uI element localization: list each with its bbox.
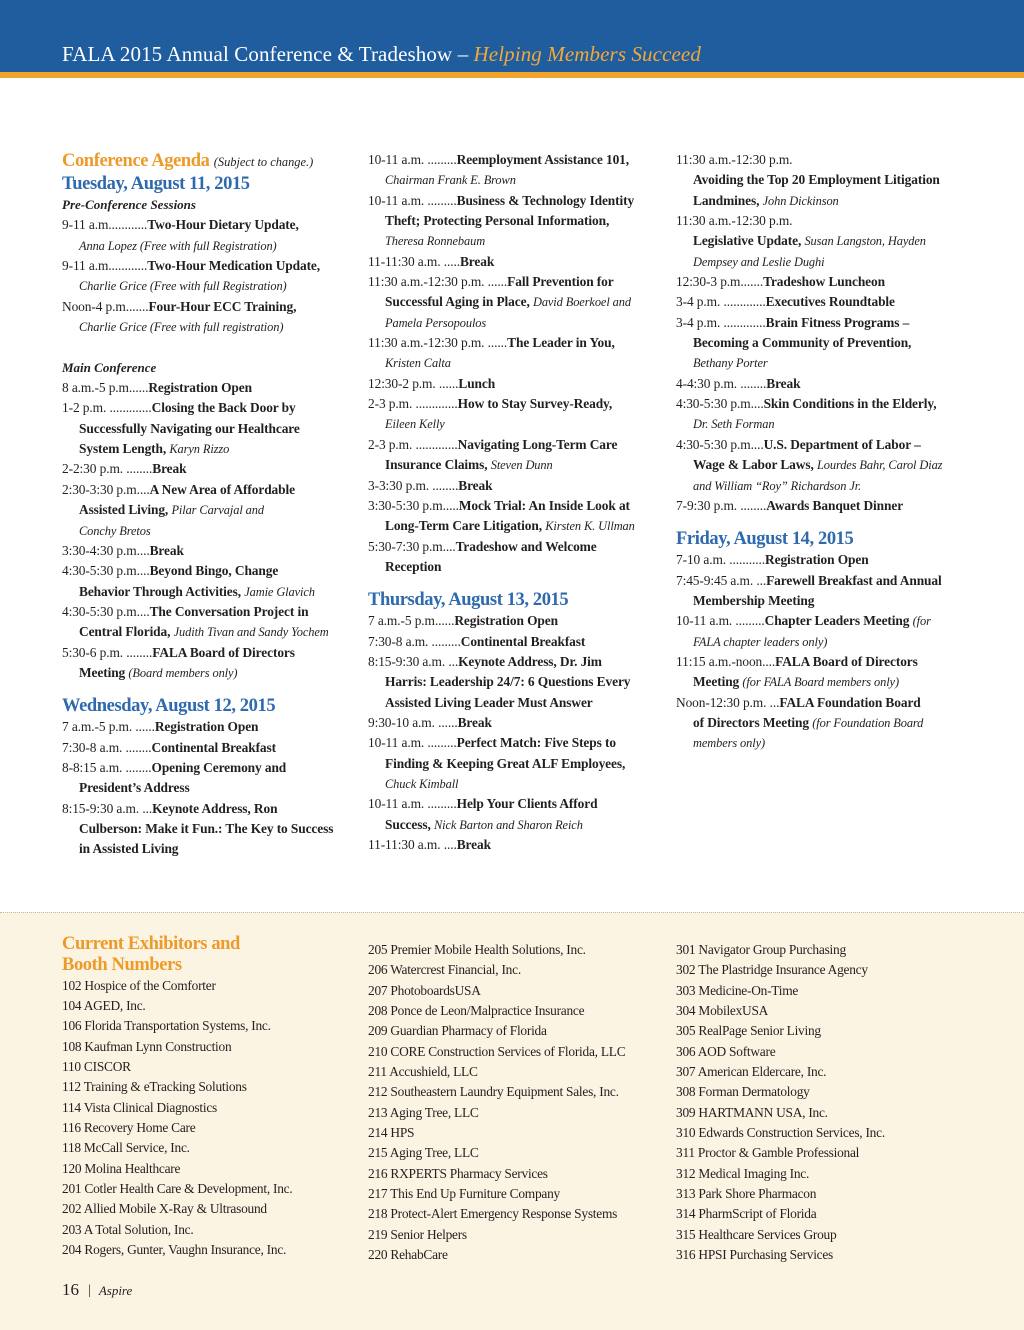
agenda-item-detail: Avoiding the Top 20 Employment Litigation bbox=[693, 172, 940, 188]
agenda-item-detail: Dempsey and Leslie Dughi bbox=[693, 254, 825, 269]
exhibitor-item: 303 Medicine-On-Time bbox=[676, 982, 799, 998]
exhibitor-item: 206 Watercrest Financial, Inc. bbox=[368, 962, 521, 978]
exhibitor-item: 315 Healthcare Services Group bbox=[676, 1226, 837, 1242]
agenda-item-detail: Becoming a Community of Prevention, bbox=[693, 335, 912, 351]
agenda-item: 11-11:30 a.m. .....Break bbox=[368, 253, 495, 269]
agenda-item: 10-11 a.m. .........Reemployment Assistance 101, bbox=[368, 152, 630, 167]
agenda-item: 4-4:30 p.m. ........Break bbox=[676, 375, 801, 391]
agenda-heading: Conference Agenda (Subject to change.) bbox=[62, 151, 314, 171]
exhibitor-item: 312 Medical Imaging Inc. bbox=[676, 1165, 810, 1181]
agenda-item-detail: and William “Roy” Richardson Jr. bbox=[693, 478, 862, 493]
exhibitors-column-2 bbox=[368, 940, 668, 1266]
day-heading-friday: Friday, August 14, 2015 bbox=[676, 529, 854, 550]
agenda-item: 10-11 a.m. .........Perfect Match: Five Steps to bbox=[368, 735, 616, 751]
agenda-item: 2-2:30 p.m. ........Break bbox=[62, 461, 187, 477]
agenda-item: 7:30-8 a.m. ........Continental Breakfast bbox=[62, 739, 276, 755]
agenda-item: 9-11 a.m............Two-Hour Medication Update, bbox=[62, 258, 321, 274]
agenda-item: 2-3 p.m. .............Navigating Long-Term Care bbox=[368, 436, 618, 452]
page-footer bbox=[62, 1280, 132, 1300]
agenda-item-detail: Culberson: Make it Fun.: The Key to Success bbox=[79, 820, 334, 836]
agenda-item: 9-11 a.m............Two-Hour Dietary Update, bbox=[62, 217, 299, 233]
main-conference-heading: Main Conference bbox=[62, 359, 157, 375]
exhibitor-item: 316 HPSI Purchasing Services bbox=[676, 1247, 834, 1263]
page-header-title bbox=[62, 42, 701, 67]
conference-title: FALA 2015 Annual Conference & Tradeshow – bbox=[62, 42, 469, 66]
exhibitor-item: 313 Park Shore Pharmacon bbox=[676, 1186, 817, 1202]
agenda-item-detail: Success, Nick Barton and Sharon Reich bbox=[385, 816, 583, 832]
agenda-note: (Subject to change.) bbox=[213, 155, 314, 169]
agenda-item-detail: Insurance Claims, Steven Dunn bbox=[385, 457, 553, 473]
agenda-item-detail: President’s Address bbox=[79, 780, 190, 796]
agenda-item: 4:30-5:30 p.m....Skin Conditions in the Elderly, bbox=[676, 396, 937, 412]
agenda-item-detail: System Length, Karyn Rizzo bbox=[79, 441, 230, 457]
agenda-item: Noon-4 p.m.......Four-Hour ECC Training, bbox=[62, 298, 297, 314]
agenda-item: 4:30-5:30 p.m....U.S. Department of Labor – bbox=[676, 436, 921, 452]
agenda-item: 8:15-9:30 a.m. ...Keynote Address, Dr. Jim bbox=[368, 653, 602, 669]
agenda-item-detail: Bethany Porter bbox=[693, 356, 768, 371]
exhibitor-item: 209 Guardian Pharmacy of Florida bbox=[368, 1023, 547, 1039]
day-heading-wednesday: Wednesday, August 12, 2015 bbox=[62, 696, 276, 717]
agenda-item: 12:30-2 p.m. ......Lunch bbox=[368, 375, 496, 391]
exhibitor-item: 219 Senior Helpers bbox=[368, 1226, 467, 1242]
conference-tagline: Helping Members Succeed bbox=[473, 42, 701, 66]
agenda-item: 7:30-8 a.m. .........Continental Breakfast bbox=[368, 633, 586, 649]
exhibitor-item: 104 AGED, Inc. bbox=[62, 997, 146, 1013]
exhibitor-item: 112 Training & eTracking Solutions bbox=[62, 1079, 247, 1095]
agenda-item-detail: of Directors Meeting (for Foundation Board bbox=[693, 714, 924, 730]
agenda-item-detail: Meeting (Board members only) bbox=[79, 664, 238, 680]
agenda-item-detail: Membership Meeting bbox=[693, 592, 815, 608]
page-number: 16 bbox=[62, 1280, 79, 1299]
exhibitor-item: 301 Navigator Group Purchasing bbox=[676, 942, 846, 957]
exhibitor-item: 308 Forman Dermatology bbox=[676, 1084, 810, 1100]
exhibitor-item: 207 PhotoboardsUSA bbox=[368, 982, 481, 998]
agenda-item-detail: Theresa Ronnebaum bbox=[385, 234, 486, 249]
agenda-item-detail: members only) bbox=[693, 736, 765, 751]
exhibitor-item: 217 This End Up Furniture Company bbox=[368, 1186, 560, 1202]
agenda-item-detail: in Assisted Living bbox=[79, 841, 179, 857]
agenda-item: 1-2 p.m. .............Closing the Back Door by bbox=[62, 400, 296, 416]
footer-separator: | bbox=[88, 1283, 91, 1298]
agenda-item-detail: Anna Lopez (Free with full Registration) bbox=[79, 238, 277, 253]
exhibitor-item: 110 CISCOR bbox=[62, 1058, 131, 1074]
agenda-item: 11:30 a.m.-12:30 p.m. bbox=[676, 152, 793, 167]
exhibitor-item: 211 Accushield, LLC bbox=[368, 1064, 478, 1080]
agenda-item: 7-10 a.m. ...........Registration Open bbox=[676, 552, 869, 568]
agenda-item-detail: Successfully Navigating our Healthcare bbox=[79, 420, 300, 436]
day-heading-tuesday: Tuesday, August 11, 2015 bbox=[62, 174, 250, 194]
agenda-item: 3-3:30 p.m. ........Break bbox=[368, 477, 493, 493]
agenda-item: 8:15-9:30 a.m. ...Keynote Address, Ron bbox=[62, 800, 278, 816]
agenda-item-detail: Charlie Grice (Free with full Registration) bbox=[79, 279, 287, 294]
pre-conference-heading: Pre-Conference Sessions bbox=[62, 197, 196, 212]
exhibitor-item: 212 Southeastern Laundry Equipment Sales, Inc. bbox=[368, 1084, 619, 1100]
exhibitor-item: 106 Florida Transportation Systems, Inc. bbox=[62, 1018, 271, 1034]
agenda-item: 3-4 p.m. .............Executives Roundtable bbox=[676, 294, 895, 310]
agenda-item-detail: Kristen Calta bbox=[385, 356, 451, 371]
agenda-item-detail: Theft; Protecting Personal Information, bbox=[385, 213, 610, 229]
exhibitor-item: 120 Molina Healthcare bbox=[62, 1160, 181, 1176]
agenda-item-detail: Assisted Living Leader Must Answer bbox=[385, 694, 593, 710]
agenda-item: 10-11 a.m. .........Chapter Leaders Meeting (for bbox=[676, 613, 931, 629]
agenda-column-3 bbox=[676, 150, 966, 754]
exhibitors-column-1 bbox=[62, 934, 352, 1260]
exhibitor-item: 102 Hospice of the Comforter bbox=[62, 977, 216, 993]
agenda-item-detail: Long-Term Care Litigation, Kirsten K. Ullman bbox=[385, 518, 635, 534]
exhibitor-item: 220 RehabCare bbox=[368, 1247, 448, 1263]
exhibitor-item: 306 AOD Software bbox=[676, 1043, 776, 1059]
agenda-item-detail: Charlie Grice (Free with full registration) bbox=[79, 320, 284, 335]
exhibitor-item: 216 RXPERTS Pharmacy Services bbox=[368, 1165, 548, 1181]
agenda-item: 8 a.m.-5 p.m......Registration Open bbox=[62, 380, 252, 396]
exhibitor-item: 203 A Total Solution, Inc. bbox=[62, 1221, 194, 1237]
exhibitor-item: 305 RealPage Senior Living bbox=[676, 1023, 821, 1039]
exhibitor-item: 314 PharmScript of Florida bbox=[676, 1206, 817, 1222]
agenda-item: 10-11 a.m. .........Help Your Clients Afford bbox=[368, 796, 598, 812]
agenda-item: 7 a.m.-5 p.m. ......Registration Open bbox=[62, 719, 259, 735]
exhibitor-item: 116 Recovery Home Care bbox=[62, 1119, 196, 1135]
exhibitor-item: 204 Rogers, Gunter, Vaughn Insurance, Inc. bbox=[62, 1241, 287, 1257]
agenda-item: 11:30 a.m.-12:30 p.m. ......Fall Prevention for bbox=[368, 274, 614, 290]
agenda-item: 11:30 a.m.-12:30 p.m. bbox=[676, 213, 793, 229]
agenda-item-detail: Eileen Kelly bbox=[385, 417, 445, 432]
agenda-item: 5:30-6 p.m. ........FALA Board of Directors bbox=[62, 644, 295, 660]
exhibitor-item: 118 McCall Service, Inc. bbox=[62, 1140, 190, 1156]
agenda-item: 2-3 p.m. .............How to Stay Survey-Ready, bbox=[368, 396, 613, 412]
agenda-item-detail: Reception bbox=[385, 558, 442, 574]
agenda-item-detail: Legislative Update, Susan Langston, Hayden bbox=[693, 233, 926, 249]
agenda-item: 3:30-4:30 p.m....Break bbox=[62, 542, 184, 558]
agenda-item-detail: Landmines, John Dickinson bbox=[693, 192, 839, 208]
exhibitor-item: 213 Aging Tree, LLC bbox=[368, 1104, 479, 1120]
agenda-item: 7-9:30 p.m. ........Awards Banquet Dinner bbox=[676, 497, 904, 513]
agenda-item: 3-4 p.m. .............Brain Fitness Programs – bbox=[676, 314, 910, 330]
exhibitor-item: 201 Cotler Health Care & Development, Inc. bbox=[62, 1180, 293, 1196]
exhibitor-item: 302 The Plastridge Insurance Agency bbox=[676, 962, 868, 978]
agenda-item: 10-11 a.m. .........Business & Technology Identity bbox=[368, 192, 635, 208]
agenda-item: 4:30-5:30 p.m....Beyond Bingo, Change bbox=[62, 563, 279, 579]
agenda-item-detail: Behavior Through Activities, Jamie Glavich bbox=[79, 583, 315, 599]
agenda-item-detail: Central Florida, Judith Tivan and Sandy Yochem bbox=[79, 624, 329, 640]
agenda-item-detail: Meeting (for FALA Board members only) bbox=[693, 674, 899, 690]
exhibitor-item: 311 Proctor & Gamble Professional bbox=[676, 1145, 860, 1161]
agenda-item: 7:45-9:45 a.m. ...Farewell Breakfast and Annual bbox=[676, 572, 942, 588]
exhibitor-item: 304 MobilexUSA bbox=[676, 1003, 769, 1019]
exhibitor-item: 309 HARTMANN USA, Inc. bbox=[676, 1104, 828, 1120]
agenda-item-detail: Assisted Living, Pilar Carvajal and bbox=[79, 502, 264, 518]
agenda-item-detail: Conchy Bretos bbox=[79, 523, 151, 538]
exhibitor-item: 114 Vista Clinical Diagnostics bbox=[62, 1099, 217, 1115]
agenda-column-2 bbox=[368, 150, 660, 855]
exhibitor-item: 208 Ponce de Leon/Malpractice Insurance bbox=[368, 1003, 585, 1019]
agenda-item-detail: FALA chapter leaders only) bbox=[693, 634, 828, 649]
exhibitor-item: 215 Aging Tree, LLC bbox=[368, 1145, 479, 1161]
agenda-item: 5:30-7:30 p.m....Tradeshow and Welcome bbox=[368, 538, 597, 554]
exhibitor-item: 310 Edwards Construction Services, Inc. bbox=[676, 1125, 885, 1141]
exhibitor-item: 202 Allied Mobile X-Ray & Ultrasound bbox=[62, 1201, 267, 1217]
exhibitors-heading: Current Exhibitors and Booth Numbers bbox=[62, 934, 240, 975]
agenda-item-detail: Wage & Labor Laws, Lourdes Bahr, Carol Diaz bbox=[693, 457, 943, 473]
exhibitor-item: 307 American Eldercare, Inc. bbox=[676, 1064, 827, 1080]
agenda-item: 11:15 a.m.-noon....FALA Board of Directors bbox=[676, 653, 918, 669]
exhibitors-column-3 bbox=[676, 940, 966, 1266]
agenda-item-detail: Successful Aging in Place, David Boerkoel and bbox=[385, 294, 631, 310]
agenda-item: 2:30-3:30 p.m....A New Area of Affordable bbox=[62, 481, 295, 497]
exhibitor-item: 214 HPS bbox=[368, 1125, 415, 1141]
publication-name: Aspire bbox=[98, 1283, 133, 1298]
day-heading-thursday: Thursday, August 13, 2015 bbox=[368, 590, 569, 611]
exhibitor-item: 210 CORE Construction Services of Florida, LLC bbox=[368, 1043, 626, 1059]
header-banner bbox=[0, 0, 1024, 78]
agenda-item: 4:30-5:30 p.m....The Conversation Project in bbox=[62, 603, 309, 619]
agenda-item: 11-11:30 a.m. ....Break bbox=[368, 837, 491, 852]
agenda-item: Noon-12:30 p.m. ...FALA Foundation Board bbox=[676, 694, 921, 710]
exhibitor-item: 218 Protect-Alert Emergency Response Systems bbox=[368, 1206, 618, 1222]
agenda-item: 7 a.m.-5 p.m......Registration Open bbox=[368, 613, 558, 629]
exhibitor-item: 205 Premier Mobile Health Solutions, Inc. bbox=[368, 942, 586, 957]
agenda-item: 11:30 a.m.-12:30 p.m. ......The Leader in You, bbox=[368, 335, 615, 351]
agenda-item-detail: Finding & Keeping Great ALF Employees, bbox=[385, 755, 626, 771]
agenda-item-detail: Dr. Seth Forman bbox=[693, 417, 775, 432]
agenda-item-detail: Harris: Leadership 24/7: 6 Questions Every bbox=[385, 674, 631, 690]
agenda-column-1 bbox=[62, 150, 352, 860]
agenda-item-detail: Pamela Persopoulos bbox=[385, 315, 487, 330]
agenda-item: 9:30-10 a.m. ......Break bbox=[368, 714, 492, 730]
agenda-item-detail: Chuck Kimball bbox=[385, 776, 459, 791]
agenda-item: 8-8:15 a.m. ........Opening Ceremony and bbox=[62, 759, 287, 775]
agenda-item: 3:30-5:30 p.m.....Mock Trial: An Inside Look at bbox=[368, 497, 630, 513]
exhibitor-item: 108 Kaufman Lynn Construction bbox=[62, 1038, 232, 1054]
agenda-item-detail: Chairman Frank E. Brown bbox=[385, 173, 516, 188]
agenda-item: 12:30-3 p.m.......Tradeshow Luncheon bbox=[676, 274, 885, 290]
